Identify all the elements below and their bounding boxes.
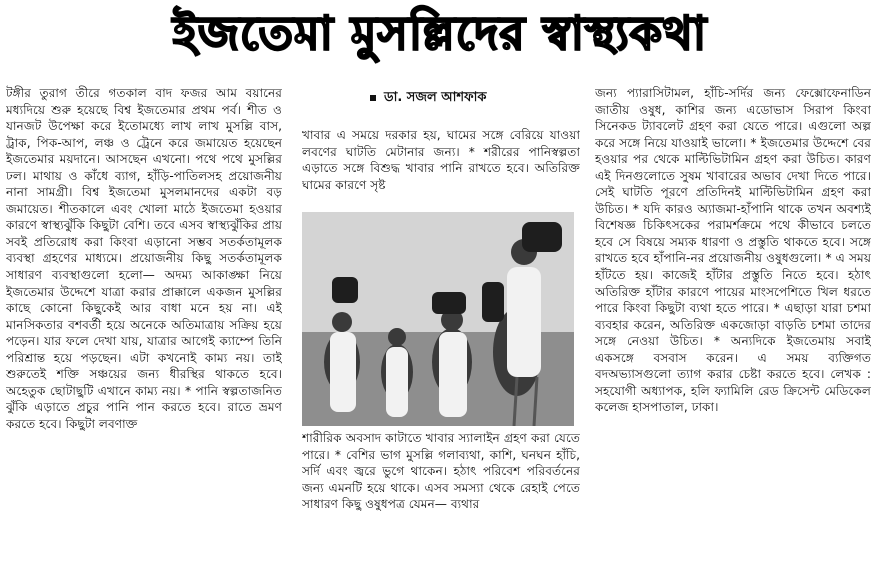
pilgrims-photo-illustration (302, 212, 574, 426)
article-column-2-top: খাবার এ সময়ে দরকার হয়, ঘামের সঙ্গে বেরিয়ে যাওয়া লবণের ঘাটতি মেটানার জন্য। * শরীরের পানিস্বল্পতা এড়াতে সঙ্গে বিশুদ্ধ খাবার পানি রাখতে হবে। অতিরিক্ত ঘামের কারণে সৃষ্ট (302, 128, 580, 192)
article-column-3: জন্য প্যারাসিটামল, হাঁচি-সর্দির জন্য ফেক্সোফেনাডিন জাতীয় ওষুধ, কাশির জন্য এডোভাস সিরাপ কিংবা সিনেকড ট্যাবলেট গ্রহণ করা যেতে পারে। এগুলো অল্প করে সঙ্গে নিয়ে যাওয়াই ভালো। * ইজতেমার উদ্দেশে বের হওয়ার পর থেকে মাল্টিভিটামিন গ্রহণ করা উচিত। কারণ এই দিনগুলোতে সুষম খাবারের অভাব দেখা দিতে পারে। সেই ঘাটতি পূরণে প্রতিদিনই মাল্টিভিটামিন গ্রহণ করা উচিত। * যদি কারও অ্যাজমা-হাঁপানি থাকে তখন অবশ্যই বিশেষজ্ঞ চিকিৎসকের পরামর্শক্রমে পথে কীভাবে চলতে হবে সে বিষয়ে সম্যক ধারণা ও প্রস্তুতি থাকতে হবে। সঙ্গে রাখতে হবে হাঁপানি-নর প্রয়োজনীয় ওষুধগুলো। * এ সময় হাঁটতে হয়। কাজেই হাঁটার প্রস্তুতি নিতে হবে। হঠাৎ অতিরিক্ত হাঁটার কারণে পায়ের মাংসপেশিতে খিল ধরতে পারে কিংবা কিছুটা ব্যথা হতে পারে। * এছাড়া যারা চশমা ব্যবহার করেন, অতিরিক্ত একজোড়া বাড়তি চশমা তাদের সঙ্গে নেওয়া উচিত। * অন্যদিকে ইজতেমায় সবাই একসঙ্গে বসবাস করেন। এ সময় ব্যক্তিগত বদঅভ্যাসগুলো ত্যাগ করার চেষ্টা করতে হবে। লেখক : সহযোগী অধ্যাপক, হলি ফ্যামিলি রেড ক্রিসেন্ট মেডিকেল কলেজ হাসপাতাল, ঢাকা। (595, 86, 871, 415)
headline: ইজতেমা মুসল্লিদের স্বাস্থ্যকথা (172, 6, 708, 60)
article-column-2-bottom: শারীরিক অবসাদ কাটাতে খাবার স্যালাইন গ্রহণ করা যেতে পারে। * বেশির ভাগ মুসল্লি গলাব্যথা, কাশি, ঘনঘন হাঁচি, সর্দি এবং জ্বরে ভুগে থাকেন। হঠাৎ পরিবেশ পরিবর্তনের জন্য এমনটি হয়ে থাকে। এসব সমস্যা থেকে রেহাই পেতে সাধারণ কিছু ওষুধপত্র যেমন— ব্যথার (302, 431, 580, 512)
news-photo (302, 212, 574, 426)
article-column-1: টঙ্গীর তুরাগ তীরে গতকাল বাদ ফজর আম বয়ানের মধ্যদিয়ে শুরু হয়েছে বিশ্ব ইজতেমার প্রথম পর্ব। শীত ও যানজট উপেক্ষা করে ইতোমধ্যে লাখ লাখ মুসল্লি বাস, ট্রাক, পিক-আপ, লঞ্চ ও ট্রেনে করে জমায়েত হয়েছেন ইজতেমার ময়দানে। আসছেন এখনো। পথে পথে মুসল্লির ঢল। মাথায় ও কাঁধে ব্যাগ, হাঁড়ি-পাতিলসহ প্রয়োজনীয় নানা সামগ্রী। বিশ্ব ইজতেমা মুসলমানদের একটা বড় জমায়েত। শীতকালে এবং খোলা মাঠে ইজতেমা হওয়ার কারণে স্বাস্থ্যঝুঁকি কিছুটা বেশি। তবে এসব স্বাস্থ্যঝুঁকির প্রায় সবই প্রতিরোধ করা কিংবা এড়ানো সম্ভব সতর্কতামূলক ব্যবস্থা গ্রহণের মাধ্যমে। প্রয়োজনীয় কিছু সতর্কতামূলক সাধারণ ব্যবস্থাগুলো হলো— অদম্য আকাঙ্ক্ষা নিয়ে ইজতেমার উদ্দেশে যাত্রা করার প্রাক্কালে একজন মুসল্লির কাছে কোনো কিছুকেই আর বাধা মনে হয় না। এই মানসিকতার বশবর্তী হয়ে অনেকে অতিমাত্রায় সক্রিয় হয়ে পড়েন। যার ফলে দেখা যায়, যাত্রার আগেই ক্যাম্পে তিনি পরিশ্রান্ত হয়ে পড়ছেন। এটা কখনোই কাম্য নয়। তাই শুরুতেই শক্তি সঞ্চয়ের জন্য ধীরস্থির থাকতে হবে। অহেতুক ছোটাছুটি এখানে কাম্য নয়। * পানি স্বল্পতাজনিত ঝুঁকি এড়াতে প্রচুর পানি পান করতে হবে। রাতে ভ্রমণ করতে হবে। কিছুটা লবণাক্ত (6, 86, 282, 431)
author-name: ডা. সজল আশফাক (384, 90, 487, 105)
byline (370, 88, 486, 109)
bullet-square-icon (370, 95, 376, 101)
